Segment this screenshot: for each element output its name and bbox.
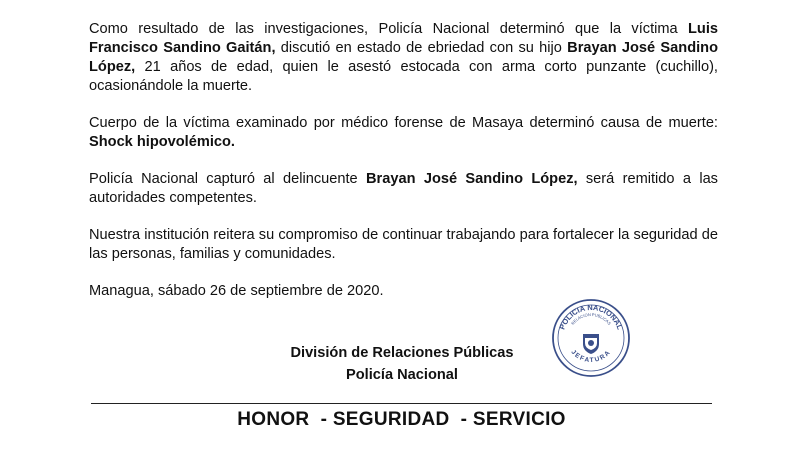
signature-department: División de Relaciones Públicas — [290, 345, 514, 361]
cause-of-death: Shock hipovolémico. — [89, 134, 235, 150]
suspect-name: Brayan José Sandino López, — [89, 40, 718, 75]
text: Policía Nacional capturó al delincuente — [89, 171, 366, 187]
captured-name: Brayan José Sandino López, — [366, 171, 578, 187]
footer-divider — [91, 403, 712, 404]
paragraph-capture — [89, 170, 718, 208]
text: discutió en estado de ebriedad con su hijo — [275, 40, 568, 56]
signature-institution: Policía Nacional — [346, 367, 458, 383]
paragraph-forensic — [89, 114, 718, 152]
footer-motto: HONOR - SEGURIDAD - SERVICIO — [237, 409, 566, 430]
text: Cuerpo de la víctima examinado por médico forense de Masaya determinó causa de muerte: — [89, 115, 718, 131]
seal-outer-text: POLICIA NACIONAL — [557, 302, 625, 331]
press-release-body — [89, 20, 718, 301]
text: será remitido a las autoridades competentes. — [89, 171, 718, 206]
police-seal-icon — [551, 298, 631, 378]
text: Como resultado de las investigaciones, Policía Nacional determinó que la víctima — [89, 21, 688, 37]
seal-inner-text: RELACION PUBLICAS — [569, 311, 613, 326]
paragraph-investigation — [89, 20, 718, 96]
paragraph-commitment: Nuestra institución reitera su compromiso de continuar trabajando para fortalecer la seguridad de las personas, familias y comunidades. — [89, 227, 718, 262]
text: 21 años de edad, quien le asestó estocada con arma corto punzante (cuchillo), ocasionándole la muerte. — [89, 59, 718, 94]
seal-bottom-text: JEFATURA — [569, 348, 613, 365]
date-line: Managua, sábado 26 de septiembre de 2020. — [89, 283, 384, 299]
victim-name: Luis Francisco Sandino Gaitán, — [89, 21, 718, 56]
